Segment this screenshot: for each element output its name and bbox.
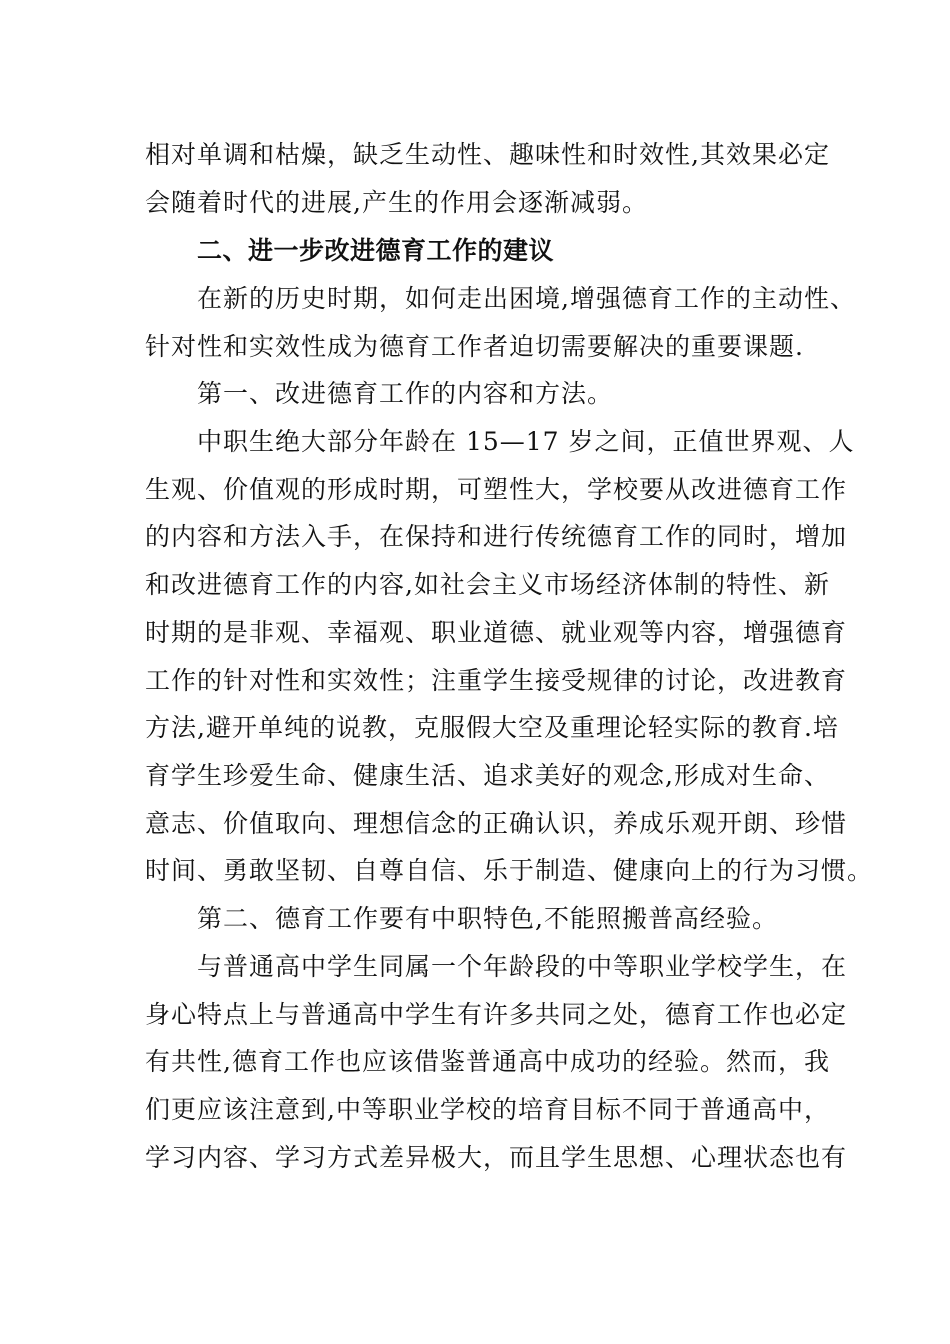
paragraph-line: 的内容和方法入手，在保持和进行传统德育工作的同时，增加 xyxy=(145,522,848,551)
subsection-heading: 第二、德育工作要有中职特色,不能照搬普高经验。 xyxy=(197,904,778,933)
paragraph-line: 学习内容、学习方式差异极大，而且学生思想、心理状态也有 xyxy=(145,1143,848,1172)
paragraph-line: 时间、勇敢坚韧、自尊自信、乐于制造、健康向上的行为习惯。 xyxy=(145,856,874,885)
paragraph-line: 时期的是非观、幸福观、职业道德、就业观等内容，增强德育 xyxy=(145,618,848,647)
paragraph-line: 与普通高中学生同属一个年龄段的中等职业学校学生，在 xyxy=(197,952,848,981)
paragraph-line: 工作的针对性和实效性；注重学生接受规律的讨论，改进教育 xyxy=(145,666,848,695)
paragraph-line: 身心特点上与普通高中学生有许多共同之处，德育工作也必定 xyxy=(145,1000,848,1029)
paragraph-line: 育学生珍爱生命、健康生活、追求美好的观念,形成对生命、 xyxy=(145,761,830,790)
paragraph-line: 在新的历史时期，如何走出困境,增强德育工作的主动性、 xyxy=(197,284,856,313)
section-heading: 二、进一步改进德育工作的建议 xyxy=(197,236,555,265)
paragraph-line: 方法,避开单纯的说教，克服假大空及重理论轻实际的教育.培 xyxy=(145,713,839,742)
paragraph-line: 生观、价值观的形成时期，可塑性大，学校要从改进德育工作 xyxy=(145,475,848,504)
paragraph-line: 们更应该注意到,中等职业学校的培育目标不同于普通高中， xyxy=(145,1095,830,1124)
paragraph-line: 相对单调和枯燥，缺乏生动性、趣味性和时效性,其效果必定 xyxy=(145,140,830,169)
paragraph-line: 会随着时代的进展,产生的作用会逐渐减弱。 xyxy=(145,188,648,217)
paragraph-line: 和改进德育工作的内容,如社会主义市场经济体制的特性、新 xyxy=(145,570,830,599)
paragraph-line: 针对性和实效性成为德育工作者迫切需要解决的重要课题. xyxy=(145,332,804,361)
paragraph-line: 中职生绝大部分年龄在 15—17 岁之间，正值世界观、人 xyxy=(197,427,855,456)
paragraph-line: 意志、价值取向、理想信念的正确认识，养成乐观开朗、珍惜 xyxy=(145,809,848,838)
paragraph-line: 有共性,德育工作也应该借鉴普通高中成功的经验。然而，我 xyxy=(145,1047,830,1076)
subsection-heading: 第一、改进德育工作的内容和方法。 xyxy=(197,379,614,408)
